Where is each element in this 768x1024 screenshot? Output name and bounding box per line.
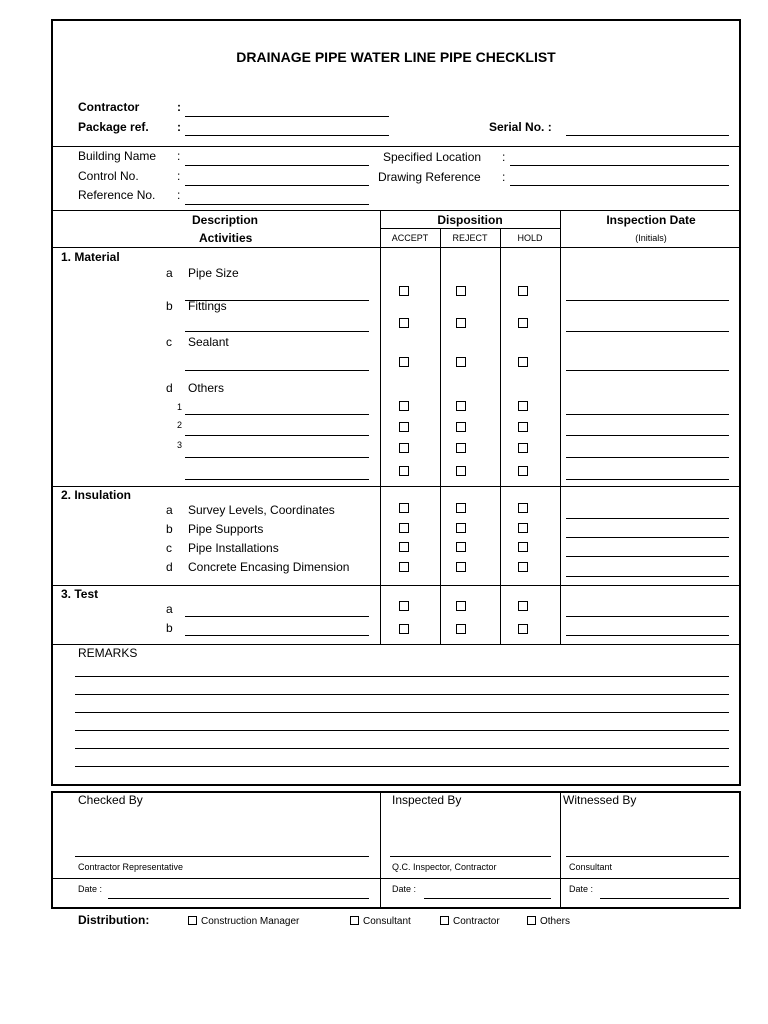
package-colon: :	[177, 120, 181, 134]
checked-date-field[interactable]	[108, 898, 369, 899]
section-insulation-title: 2. Insulation	[61, 488, 132, 502]
inspected-by-signature[interactable]	[390, 856, 551, 857]
inspection-date-field[interactable]	[566, 576, 729, 577]
reject-checkbox[interactable]	[456, 503, 466, 513]
item-letter: c	[166, 335, 172, 349]
location-colon: :	[502, 150, 506, 164]
section-test-title: 3. Test	[61, 587, 99, 601]
distribution-option: Consultant	[363, 916, 411, 927]
others-number: 3	[177, 440, 183, 450]
contractor-colon: :	[177, 100, 181, 114]
location-field[interactable]	[510, 165, 729, 166]
test-b-field[interactable]	[185, 635, 369, 636]
drawing-label: Drawing Reference	[378, 170, 481, 184]
witnessed-date-field[interactable]	[600, 898, 729, 899]
item-concrete-encasing: Concrete Encasing Dimension	[188, 560, 350, 574]
inspected-by-label: Inspected By	[392, 793, 462, 807]
item-survey-levels: Survey Levels, Coordinates	[188, 503, 335, 517]
reject-checkbox[interactable]	[456, 624, 466, 634]
inspection-date-field[interactable]	[566, 635, 729, 636]
header-accept: ACCEPT	[391, 233, 429, 243]
inspection-date-field[interactable]	[566, 556, 729, 557]
package-field[interactable]	[185, 135, 389, 136]
hold-checkbox[interactable]	[518, 523, 528, 533]
reject-checkbox[interactable]	[456, 466, 466, 476]
reject-checkbox[interactable]	[456, 443, 466, 453]
inspection-date-field[interactable]	[566, 300, 729, 301]
date-label: Date :	[392, 884, 417, 894]
accept-checkbox[interactable]	[399, 624, 409, 634]
inspection-date-field[interactable]	[566, 518, 729, 519]
divider	[51, 486, 741, 487]
column-divider	[380, 210, 381, 644]
divider	[51, 585, 741, 586]
building-field[interactable]	[185, 165, 369, 166]
header-inspection-date: Inspection Date	[606, 213, 696, 227]
control-label: Control No.	[78, 169, 139, 183]
distribution-checkbox[interactable]	[350, 916, 359, 925]
reference-field[interactable]	[185, 204, 369, 205]
fittings-field[interactable]	[185, 331, 369, 332]
others-number: 1	[177, 402, 183, 412]
others-number: 2	[177, 420, 183, 430]
header-activities: Activities	[199, 231, 253, 245]
test-a-field[interactable]	[185, 616, 369, 617]
divider	[380, 228, 561, 229]
header-hold: HOLD	[517, 233, 543, 243]
remarks-line[interactable]	[75, 676, 729, 677]
header-description: Description	[192, 213, 259, 227]
others-field-3[interactable]	[185, 457, 369, 458]
header-initials: (Initials)	[635, 233, 667, 243]
accept-checkbox[interactable]	[399, 562, 409, 572]
inspected-date-field[interactable]	[424, 898, 551, 899]
remarks-label: REMARKS	[78, 646, 138, 660]
remarks-line[interactable]	[75, 694, 729, 695]
item-pipe-size: Pipe Size	[188, 266, 239, 280]
item-letter: b	[166, 299, 173, 313]
item-letter: c	[166, 541, 172, 555]
item-sealant: Sealant	[188, 335, 229, 349]
divider	[51, 146, 741, 147]
distribution-option: Others	[540, 916, 571, 927]
column-divider	[500, 228, 501, 644]
serial-label: Serial No. :	[489, 120, 552, 134]
hold-checkbox[interactable]	[518, 422, 528, 432]
distribution-option: Contractor	[453, 916, 500, 927]
item-pipe-installations: Pipe Installations	[188, 541, 279, 555]
inspection-date-field[interactable]	[566, 457, 729, 458]
drawing-field[interactable]	[510, 185, 729, 186]
hold-checkbox[interactable]	[518, 466, 528, 476]
hold-checkbox[interactable]	[518, 401, 528, 411]
distribution-checkbox[interactable]	[188, 916, 197, 925]
package-label: Package ref.	[78, 120, 149, 134]
location-label: Specified Location	[383, 150, 482, 164]
building-colon: :	[177, 149, 181, 163]
date-label: Date :	[569, 884, 594, 894]
contractor-rep-label: Contractor Representative	[78, 862, 184, 872]
item-letter: a	[166, 266, 173, 280]
reject-checkbox[interactable]	[456, 318, 466, 328]
reject-checkbox[interactable]	[456, 601, 466, 611]
item-letter: b	[166, 522, 173, 536]
column-divider	[560, 210, 561, 644]
remarks-line[interactable]	[75, 730, 729, 731]
column-divider	[380, 792, 381, 908]
inspection-date-field[interactable]	[566, 370, 729, 371]
inspection-date-field[interactable]	[566, 537, 729, 538]
reject-checkbox[interactable]	[456, 401, 466, 411]
contractor-label: Contractor	[78, 100, 140, 114]
control-colon: :	[177, 169, 181, 183]
checked-by-label: Checked By	[78, 793, 143, 807]
accept-checkbox[interactable]	[399, 443, 409, 453]
accept-checkbox[interactable]	[399, 601, 409, 611]
inspection-date-field[interactable]	[566, 435, 729, 436]
item-letter: a	[166, 503, 173, 517]
reject-checkbox[interactable]	[456, 523, 466, 533]
hold-checkbox[interactable]	[518, 318, 528, 328]
item-letter: d	[166, 381, 173, 395]
reference-colon: :	[177, 188, 181, 202]
hold-checkbox[interactable]	[518, 503, 528, 513]
inspection-date-field[interactable]	[566, 479, 729, 480]
witnessed-by-signature[interactable]	[566, 856, 729, 857]
remarks-line[interactable]	[75, 712, 729, 713]
accept-checkbox[interactable]	[399, 357, 409, 367]
accept-checkbox[interactable]	[399, 542, 409, 552]
remarks-line[interactable]	[75, 748, 729, 749]
column-divider	[560, 792, 561, 908]
accept-checkbox[interactable]	[399, 523, 409, 533]
consultant-label: Consultant	[569, 862, 613, 872]
header-disposition: Disposition	[437, 213, 503, 227]
qc-inspector-label: Q.C. Inspector, Contractor	[392, 862, 497, 872]
inspection-date-field[interactable]	[566, 331, 729, 332]
hold-checkbox[interactable]	[518, 624, 528, 634]
accept-checkbox[interactable]	[399, 401, 409, 411]
others-field-4[interactable]	[185, 479, 369, 480]
accept-checkbox[interactable]	[399, 503, 409, 513]
hold-checkbox[interactable]	[518, 443, 528, 453]
others-field-2[interactable]	[185, 435, 369, 436]
divider	[51, 210, 741, 211]
item-letter: a	[166, 602, 173, 616]
header-reject: REJECT	[452, 233, 488, 243]
distribution-checkbox[interactable]	[527, 916, 536, 925]
accept-checkbox[interactable]	[399, 466, 409, 476]
remarks-line[interactable]	[75, 766, 729, 767]
reject-checkbox[interactable]	[456, 542, 466, 552]
item-pipe-supports: Pipe Supports	[188, 522, 264, 536]
reject-checkbox[interactable]	[456, 286, 466, 296]
checked-by-signature[interactable]	[75, 856, 369, 857]
divider	[51, 644, 741, 645]
item-letter: b	[166, 621, 173, 635]
section-material-title: 1. Material	[61, 250, 120, 264]
distribution-label: Distribution:	[78, 913, 150, 927]
others-field-1[interactable]	[185, 414, 369, 415]
divider	[51, 878, 741, 879]
hold-checkbox[interactable]	[518, 542, 528, 552]
hold-checkbox[interactable]	[518, 357, 528, 367]
building-label: Building Name	[78, 149, 157, 163]
accept-checkbox[interactable]	[399, 318, 409, 328]
serial-field[interactable]	[566, 135, 729, 136]
item-letter: d	[166, 560, 173, 574]
drawing-colon: :	[502, 170, 506, 184]
inspection-date-field[interactable]	[566, 616, 729, 617]
distribution-checkbox[interactable]	[440, 916, 449, 925]
column-divider	[440, 228, 441, 644]
sealant-field[interactable]	[185, 370, 369, 371]
hold-checkbox[interactable]	[518, 601, 528, 611]
reject-checkbox[interactable]	[456, 422, 466, 432]
accept-checkbox[interactable]	[399, 286, 409, 296]
form-title: DRAINAGE PIPE WATER LINE PIPE CHECKLIST	[236, 49, 556, 65]
reject-checkbox[interactable]	[456, 562, 466, 572]
item-fittings: Fittings	[188, 299, 227, 313]
witnessed-by-label: Witnessed By	[563, 793, 637, 807]
inspection-date-field[interactable]	[566, 414, 729, 415]
hold-checkbox[interactable]	[518, 562, 528, 572]
accept-checkbox[interactable]	[399, 422, 409, 432]
hold-checkbox[interactable]	[518, 286, 528, 296]
reference-label: Reference No.	[78, 188, 156, 202]
date-label: Date :	[78, 884, 103, 894]
distribution-option: Construction Manager	[201, 916, 300, 927]
contractor-field[interactable]	[185, 116, 389, 117]
divider	[51, 247, 741, 248]
reject-checkbox[interactable]	[456, 357, 466, 367]
control-field[interactable]	[185, 185, 369, 186]
item-others: Others	[188, 381, 225, 395]
